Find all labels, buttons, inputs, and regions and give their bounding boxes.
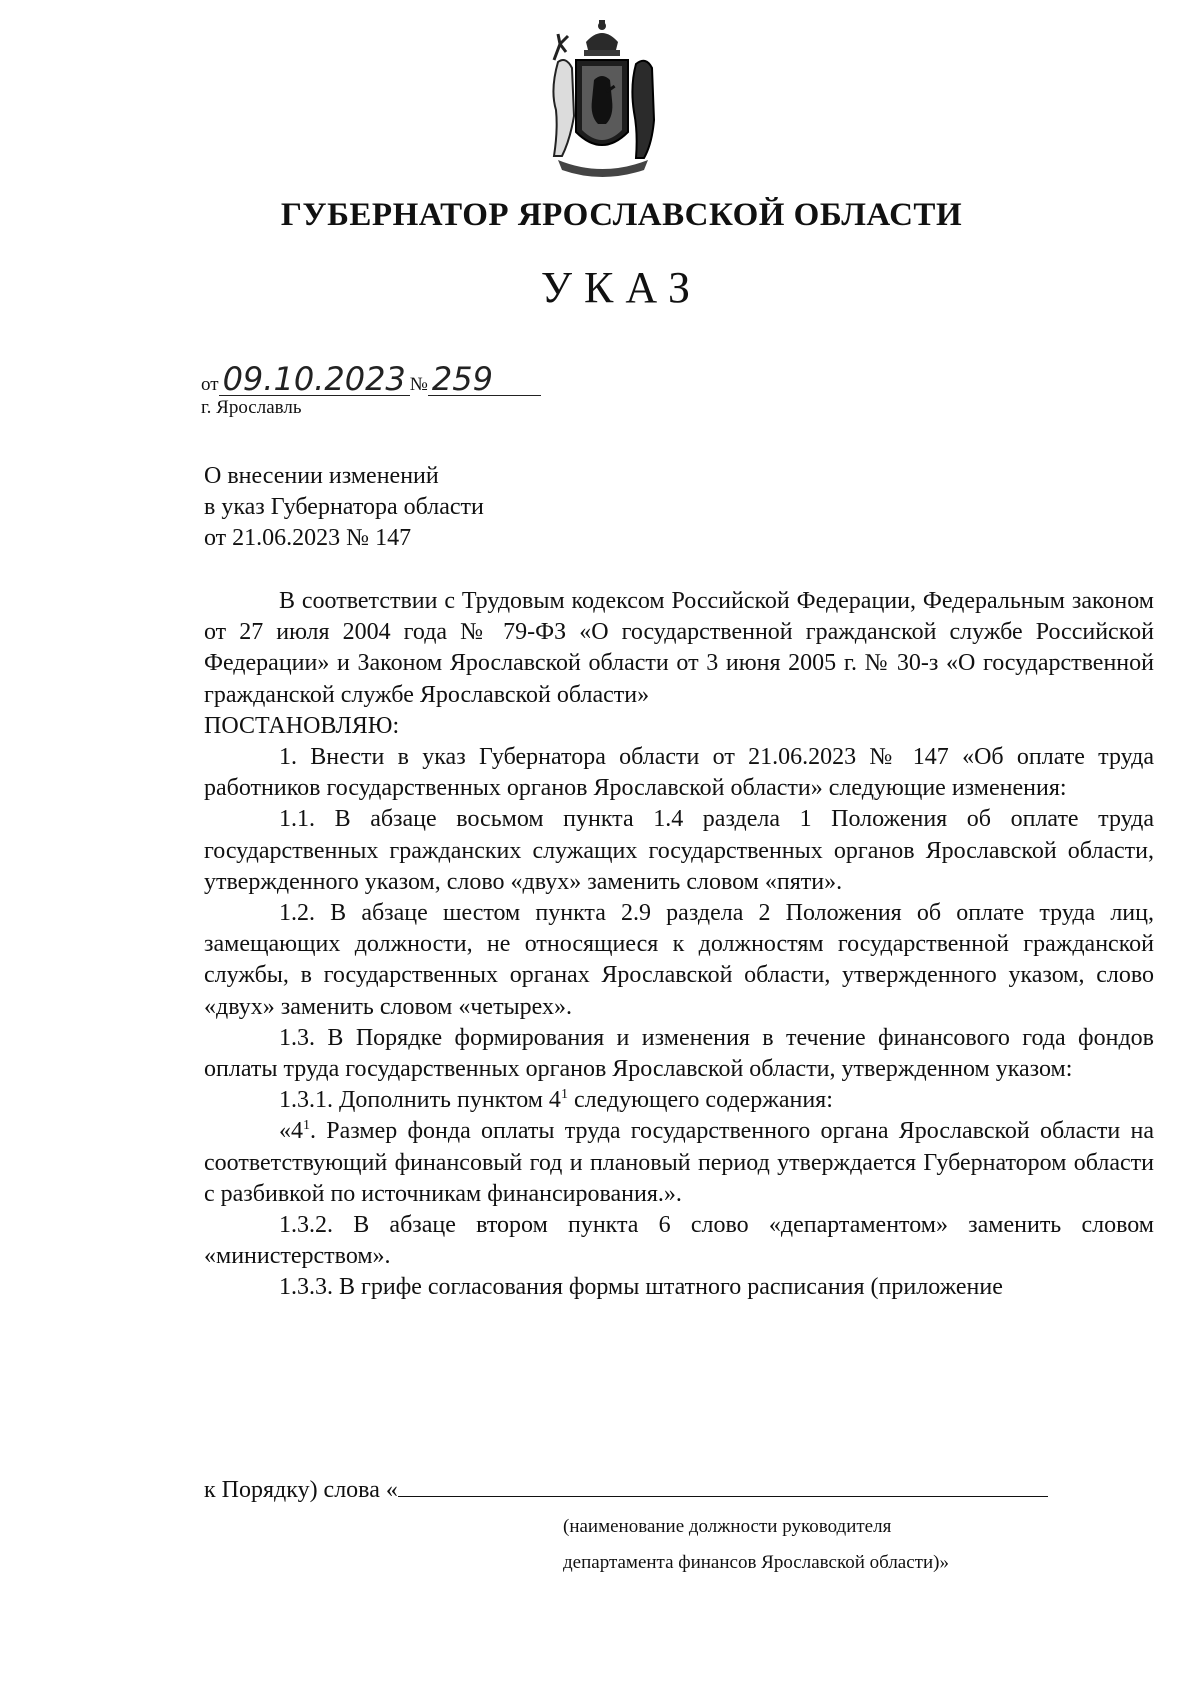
handwritten-number: 259	[428, 363, 541, 396]
decree-body	[204, 586, 1154, 1304]
paragraph-text: следующего содержания:	[567, 1087, 833, 1114]
caption-line: департамента финансов Ярославской области)»	[563, 1552, 949, 1573]
paragraph-text: 1.3.1. Дополнить пунктом 4	[279, 1087, 561, 1114]
blank-caption	[563, 1509, 949, 1581]
tail-lead-text: к Порядку) слова «	[204, 1477, 398, 1503]
city-label: г. Ярославль	[201, 397, 302, 418]
document-type-heading: УКАЗ	[540, 263, 703, 312]
subject-line: от 21.06.2023 № 147	[204, 525, 412, 551]
paragraph-1-2: 1.2. В абзаце шестом пункта 2.9 раздела 2 Положения об оплате труда лиц, замещающих должности, не относящиеся к должностям государственной гражданской службы, в государственных органах Ярославской области, утвержденного указом, слово «двух» заменить словом «четырех».	[204, 900, 1154, 1020]
paragraph-1-1: 1.1. В абзаце восьмом пункта 1.4 раздела 1 Положения об оплате труда государственных гражданских служащих государственных органов Ярославской области, утвержденного указом, слово «двух» заменить словом «пяти».	[204, 806, 1154, 895]
paragraph-text: «4	[279, 1118, 303, 1145]
number-prefix: №	[409, 374, 428, 395]
blank-underline	[398, 1474, 1048, 1497]
paragraph-1-3-1	[204, 1085, 1154, 1116]
paragraph-text: . Размер фонда оплаты труда государственного органа Ярославской области на соответствующий финансовый год и плановый период утверждается Губернатором области с разбивкой по источникам финансирования.».	[204, 1118, 1154, 1207]
issuer-heading: ГУБЕРНАТОР ЯРОСЛАВСКОЙ ОБЛАСТИ	[280, 197, 963, 233]
paragraph-1: 1. Внести в указ Губернатора области от 21.06.2023 № 147 «Об оплате труда работников государственных органов Ярославской области» следующие изменения:	[204, 744, 1154, 802]
decree-word: ПОСТАНОВЛЯЮ:	[204, 712, 400, 739]
subject-block	[204, 461, 484, 554]
handwritten-date: 09.10.2023	[219, 363, 410, 396]
paragraph-1-3-2: 1.3.2. В абзаце втором пункта 6 слово «департаментом» заменить словом «министерством».	[204, 1212, 1154, 1270]
date-number-line	[201, 360, 541, 398]
subject-line: О внесении изменений	[204, 463, 439, 489]
caption-line: (наименование должности руководителя	[563, 1516, 892, 1537]
coat-of-arms-icon	[540, 20, 664, 178]
paragraph-1-3: 1.3. В Порядке формирования и изменения в течение финансового года фондов оплаты труда государственных органов Ярославской области, утвержденном указом:	[204, 1024, 1154, 1083]
subject-line: в указ Губернатора области	[204, 494, 484, 520]
paragraph-1-3-3: 1.3.3. В грифе согласования формы штатного расписания (приложение	[279, 1274, 1003, 1301]
date-prefix: от	[201, 374, 219, 395]
preamble-paragraph: В соответствии с Трудовым кодексом Российской Федерации, Федеральным законом от 27 июля 2004 года № 79-ФЗ «О государственной гражданской службе Российской Федерации» и Законом Ярославской области от 3 июня 2005 г. № 30-з «О государственной гражданской службе Ярославской области»	[204, 588, 1154, 708]
quoted-point-4-1	[204, 1116, 1154, 1210]
superscript: 1	[560, 1087, 568, 1103]
superscript: 1	[303, 1118, 310, 1134]
tail-line	[204, 1474, 1154, 1506]
